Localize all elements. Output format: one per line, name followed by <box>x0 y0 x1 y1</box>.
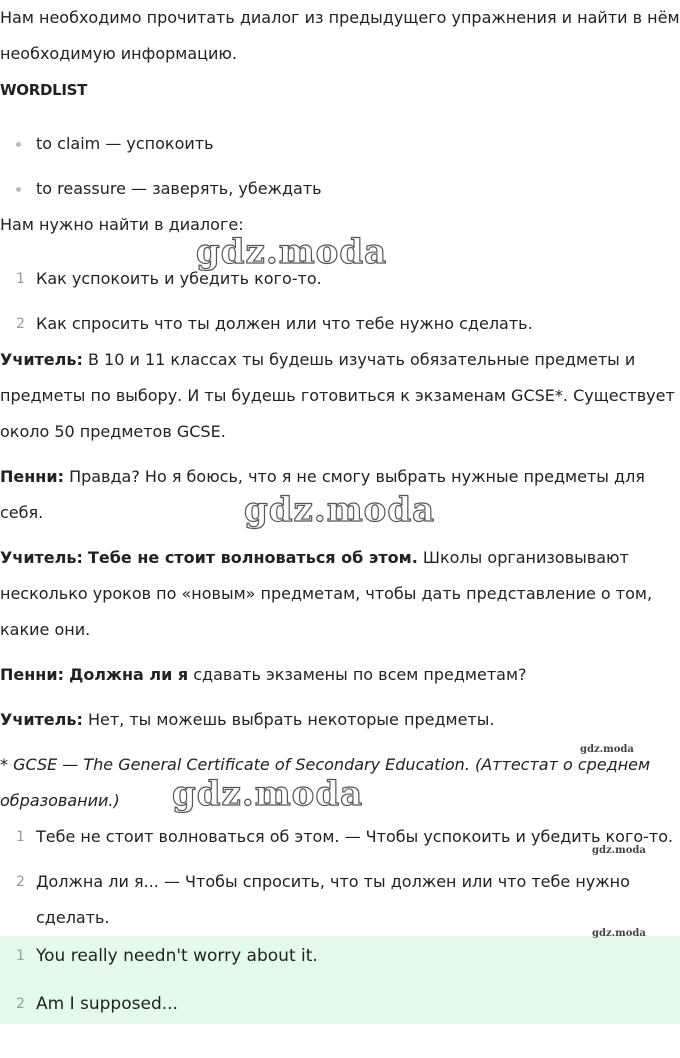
watermark-logo: gdz.moda <box>244 490 436 530</box>
task-text: Как успокоить и убедить кого-то. <box>36 269 322 288</box>
footnote: * GCSE — The General Certificate of Secondary Education. (Аттестат о среднем образовании.) <box>0 755 651 810</box>
speaker-name: Учитель: <box>0 350 83 369</box>
wordlist-title: WORDLIST <box>0 81 88 99</box>
key-phrase: Должна ли я <box>69 665 189 684</box>
speaker-name: Учитель: <box>0 710 83 729</box>
result-item <box>0 864 680 936</box>
answer-item <box>0 986 680 1022</box>
dialog-line-teacher: Учитель: Тебе не стоит волноваться об этом. Школы организовывают несколько уроков по «новым» предметам, чтобы дать представление о том, какие они. <box>0 548 653 639</box>
answer-item <box>0 938 680 974</box>
watermark-logo: gdz.moda <box>172 774 364 814</box>
result-text: Тебе не стоит волноваться об этом. — Чтобы успокоить и убедить кого-то. <box>36 827 674 846</box>
result-text: Должна ли я... — Чтобы спросить, что ты должен или что тебе нужно <box>36 872 630 891</box>
dialog-line-teacher: Учитель: В 10 и 11 классах ты будешь изучать обязательные предметы и предметы по выбору. И ты будешь готовиться к экзаменам GCSE*. Существует около 50 предметов GCSE. <box>0 350 675 441</box>
speaker-name: Пенни: <box>0 665 64 684</box>
answer-number: 2 <box>16 996 25 1012</box>
task-number: 1 <box>16 271 25 287</box>
answer-number: 1 <box>16 948 25 964</box>
result-text-continued: сделать. <box>36 908 110 927</box>
result-number: 1 <box>16 829 25 845</box>
answer-text: Am I supposed... <box>36 994 178 1014</box>
watermark-small: gdz.moda <box>580 744 634 755</box>
bullet-icon <box>16 187 21 192</box>
speaker-name: Учитель: <box>0 548 83 567</box>
dialog-line-penny: Пенни: Правда? Но я боюсь, что я не смогу выбрать нужные предметы для себя. <box>0 467 645 522</box>
intro-line-2: необходимую информацию. <box>0 44 237 63</box>
answer-text: You really needn't worry about it. <box>36 946 318 966</box>
intro-line-1: Нам необходимо прочитать диалог из предыдущего упражнения и найти в нём <box>0 8 680 27</box>
dialog-line-penny: Пенни: Должна ли я сдавать экзамены по всем предметам? <box>0 665 527 684</box>
result-item <box>0 819 680 855</box>
speaker-name: Пенни: <box>0 467 64 486</box>
watermark-small: gdz.moda <box>592 845 646 856</box>
key-phrase: Тебе не стоит волноваться об этом. <box>87 548 418 567</box>
intro-paragraph <box>0 0 680 72</box>
watermark-small: gdz.moda <box>592 928 646 939</box>
answer-box <box>0 936 680 1024</box>
task-text: Как спросить что ты должен или что тебе нужно сделать. <box>36 314 533 333</box>
dialog-line-teacher: Учитель: Нет, ты можешь выбрать некоторые предметы. <box>0 710 495 729</box>
task-intro: Нам нужно найти в диалоге: <box>0 215 244 234</box>
task-item <box>0 306 680 342</box>
watermark-logo: gdz.moda <box>196 232 388 272</box>
task-number: 2 <box>16 316 25 332</box>
bullet-icon <box>16 142 21 147</box>
task-item <box>0 261 680 297</box>
result-number: 2 <box>16 874 25 890</box>
